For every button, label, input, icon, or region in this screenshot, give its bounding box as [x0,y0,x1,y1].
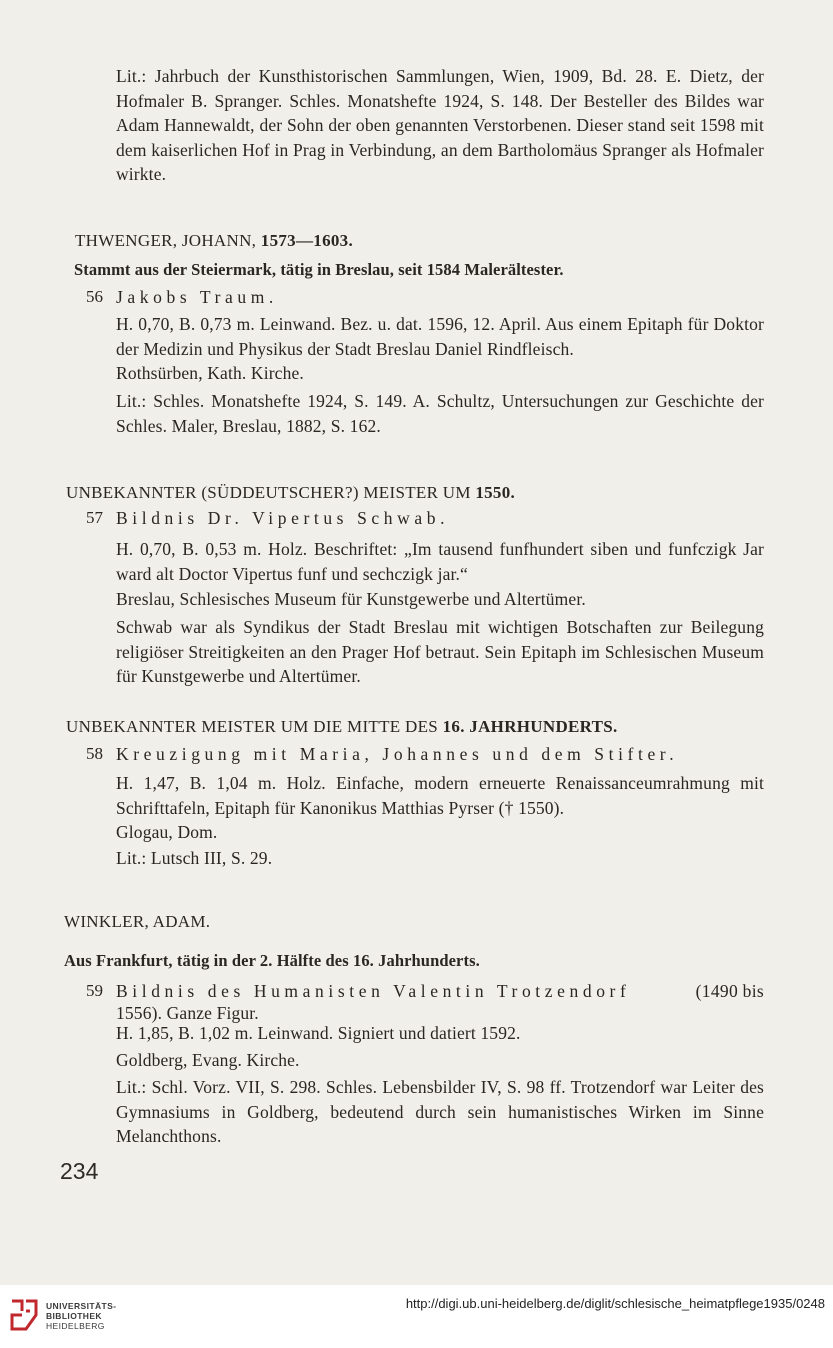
artist-name: WINKLER, ADAM. [64,912,211,931]
artwork-details: H. 0,70, B. 0,73 m. Leinwand. Bez. u. dat. 1596, 12. April. Aus einem Epitaph für Doktor der Medizin und Physikus der Stadt Breslau Daniel Rindfleisch. [116,314,764,359]
artist-dates: 1550. [475,483,516,502]
artwork-literature: Lit.: Schl. Vorz. VII, S. 298. Schles. Lebensbilder IV, S. 98 ff. Trotzendorf war Leiter des Gymnasiums in Goldberg, bedeutend durch sein humanistisches Wirken im Sinne Melanchthons. [116,1077,764,1146]
artwork-location: Breslau, Schlesisches Museum für Kunstgewerbe und Altertümer. [116,589,586,609]
intro-paragraph: Lit.: Jahrbuch der Kunsthistorischen Sammlungen, Wien, 1909, Bd. 28. E. Dietz, der Hofmaler B. Spranger. Schles. Monatshefte 1924, S. 148. Der Besteller des Bildes war Adam Hannewaldt, der Sohn der oben genannten Verstorbenen. Dieser stand seit 1598 mit dem kaiserlichen Hof in Prag in Verbindung, an dem Bartholomäus Spranger als Hofmaler wirkte. [116,66,764,184]
library-logo-icon [8,1295,40,1335]
artwork-title-main: Bildnis des Humanisten Valentin Trotzendorf [116,981,631,1001]
artwork-title-dates-line2: 1556). Ganze Figur. [116,1003,259,1023]
artwork-location: Glogau, Dom. [116,822,218,842]
artist-heading-unbekannter-1550 [66,482,515,504]
artist-subheading: Aus Frankfurt, tätig in der 2. Hälfte des 16. Jahrhunderts. [64,951,480,970]
catalog-number: 59 [86,981,103,1000]
catalog-number: 57 [86,508,103,527]
artist-dates: 16. JAHRHUNDERTS. [442,717,618,736]
artwork-location: Rothsürben, Kath. Kirche. [116,363,304,383]
catalog-number: 58 [86,744,103,763]
artwork-details: H. 1,85, B. 1,02 m. Leinwand. Signiert und datiert 1592. [116,1023,521,1043]
artwork-title-dates [116,979,764,1004]
artist-heading-unbekannter-16jh [66,716,618,738]
footer-bar [0,1285,833,1348]
artwork-title: Bildnis Dr. Vipertus Schwab. [116,508,450,528]
library-name: UNIVERSITÄTS- BIBLIOTHEK HEIDELBERG [46,1301,117,1331]
artwork-literature: Lit.: Schles. Monatshefte 1924, S. 149. A. Schultz, Untersuchungen zur Geschichte der Schles. Maler, Breslau, 1882, S. 162. [116,391,764,436]
artist-subheading: Stammt aus der Steiermark, tätig in Breslau, seit 1584 Malerältester. [74,260,564,279]
artist-heading-thwenger [75,230,353,252]
artwork-title: Kreuzigung mit Maria, Johannes und dem Stifter. [116,744,679,764]
artist-dates: 1573—1603. [260,231,354,250]
artwork-note: Schwab war als Syndikus der Stadt Breslau mit wichtigen Botschaften zur Beilegung religiöser Streitigkeiten an den Prager Hof betraut. Sein Epitaph im Schlesischen Museum für Kunstgewerbe und Altertümer. [116,617,764,686]
artwork-location: Goldberg, Evang. Kirche. [116,1050,300,1070]
artwork-title-dates-line1: (1490 bis [695,981,764,1001]
artwork-literature: Lit.: Lutsch III, S. 29. [116,848,273,868]
artwork-details: H. 0,70, B. 0,53 m. Holz. Beschriftet: „Im tausend funfhundert siben und funfczigk Jar ward alt Doctor Vipertus funf und sechczigk jar.“ [116,539,764,584]
artist-heading-winkler [64,911,210,933]
artist-name: UNBEKANNTER (SÜDDEUTSCHER?) MEISTER UM [66,483,471,502]
artwork-title: Jakobs Traum. [116,287,278,307]
artwork-details: H. 1,47, B. 1,04 m. Holz. Einfache, modern erneuerte Renaissanceumrahmung mit Schrifttafeln, Epitaph für Kanonikus Matthias Pyrser († 1550). [116,773,764,818]
catalog-number: 56 [86,287,103,306]
source-url-link[interactable]: http://digi.ub.uni-heidelberg.de/diglit/schlesische_heimatpflege1935/0248 [405,1296,825,1311]
artist-name: UNBEKANNTER MEISTER UM DIE MITTE DES [66,717,439,736]
page-number: 234 [60,1158,99,1184]
artist-name: THWENGER, JOHANN, [75,231,257,250]
